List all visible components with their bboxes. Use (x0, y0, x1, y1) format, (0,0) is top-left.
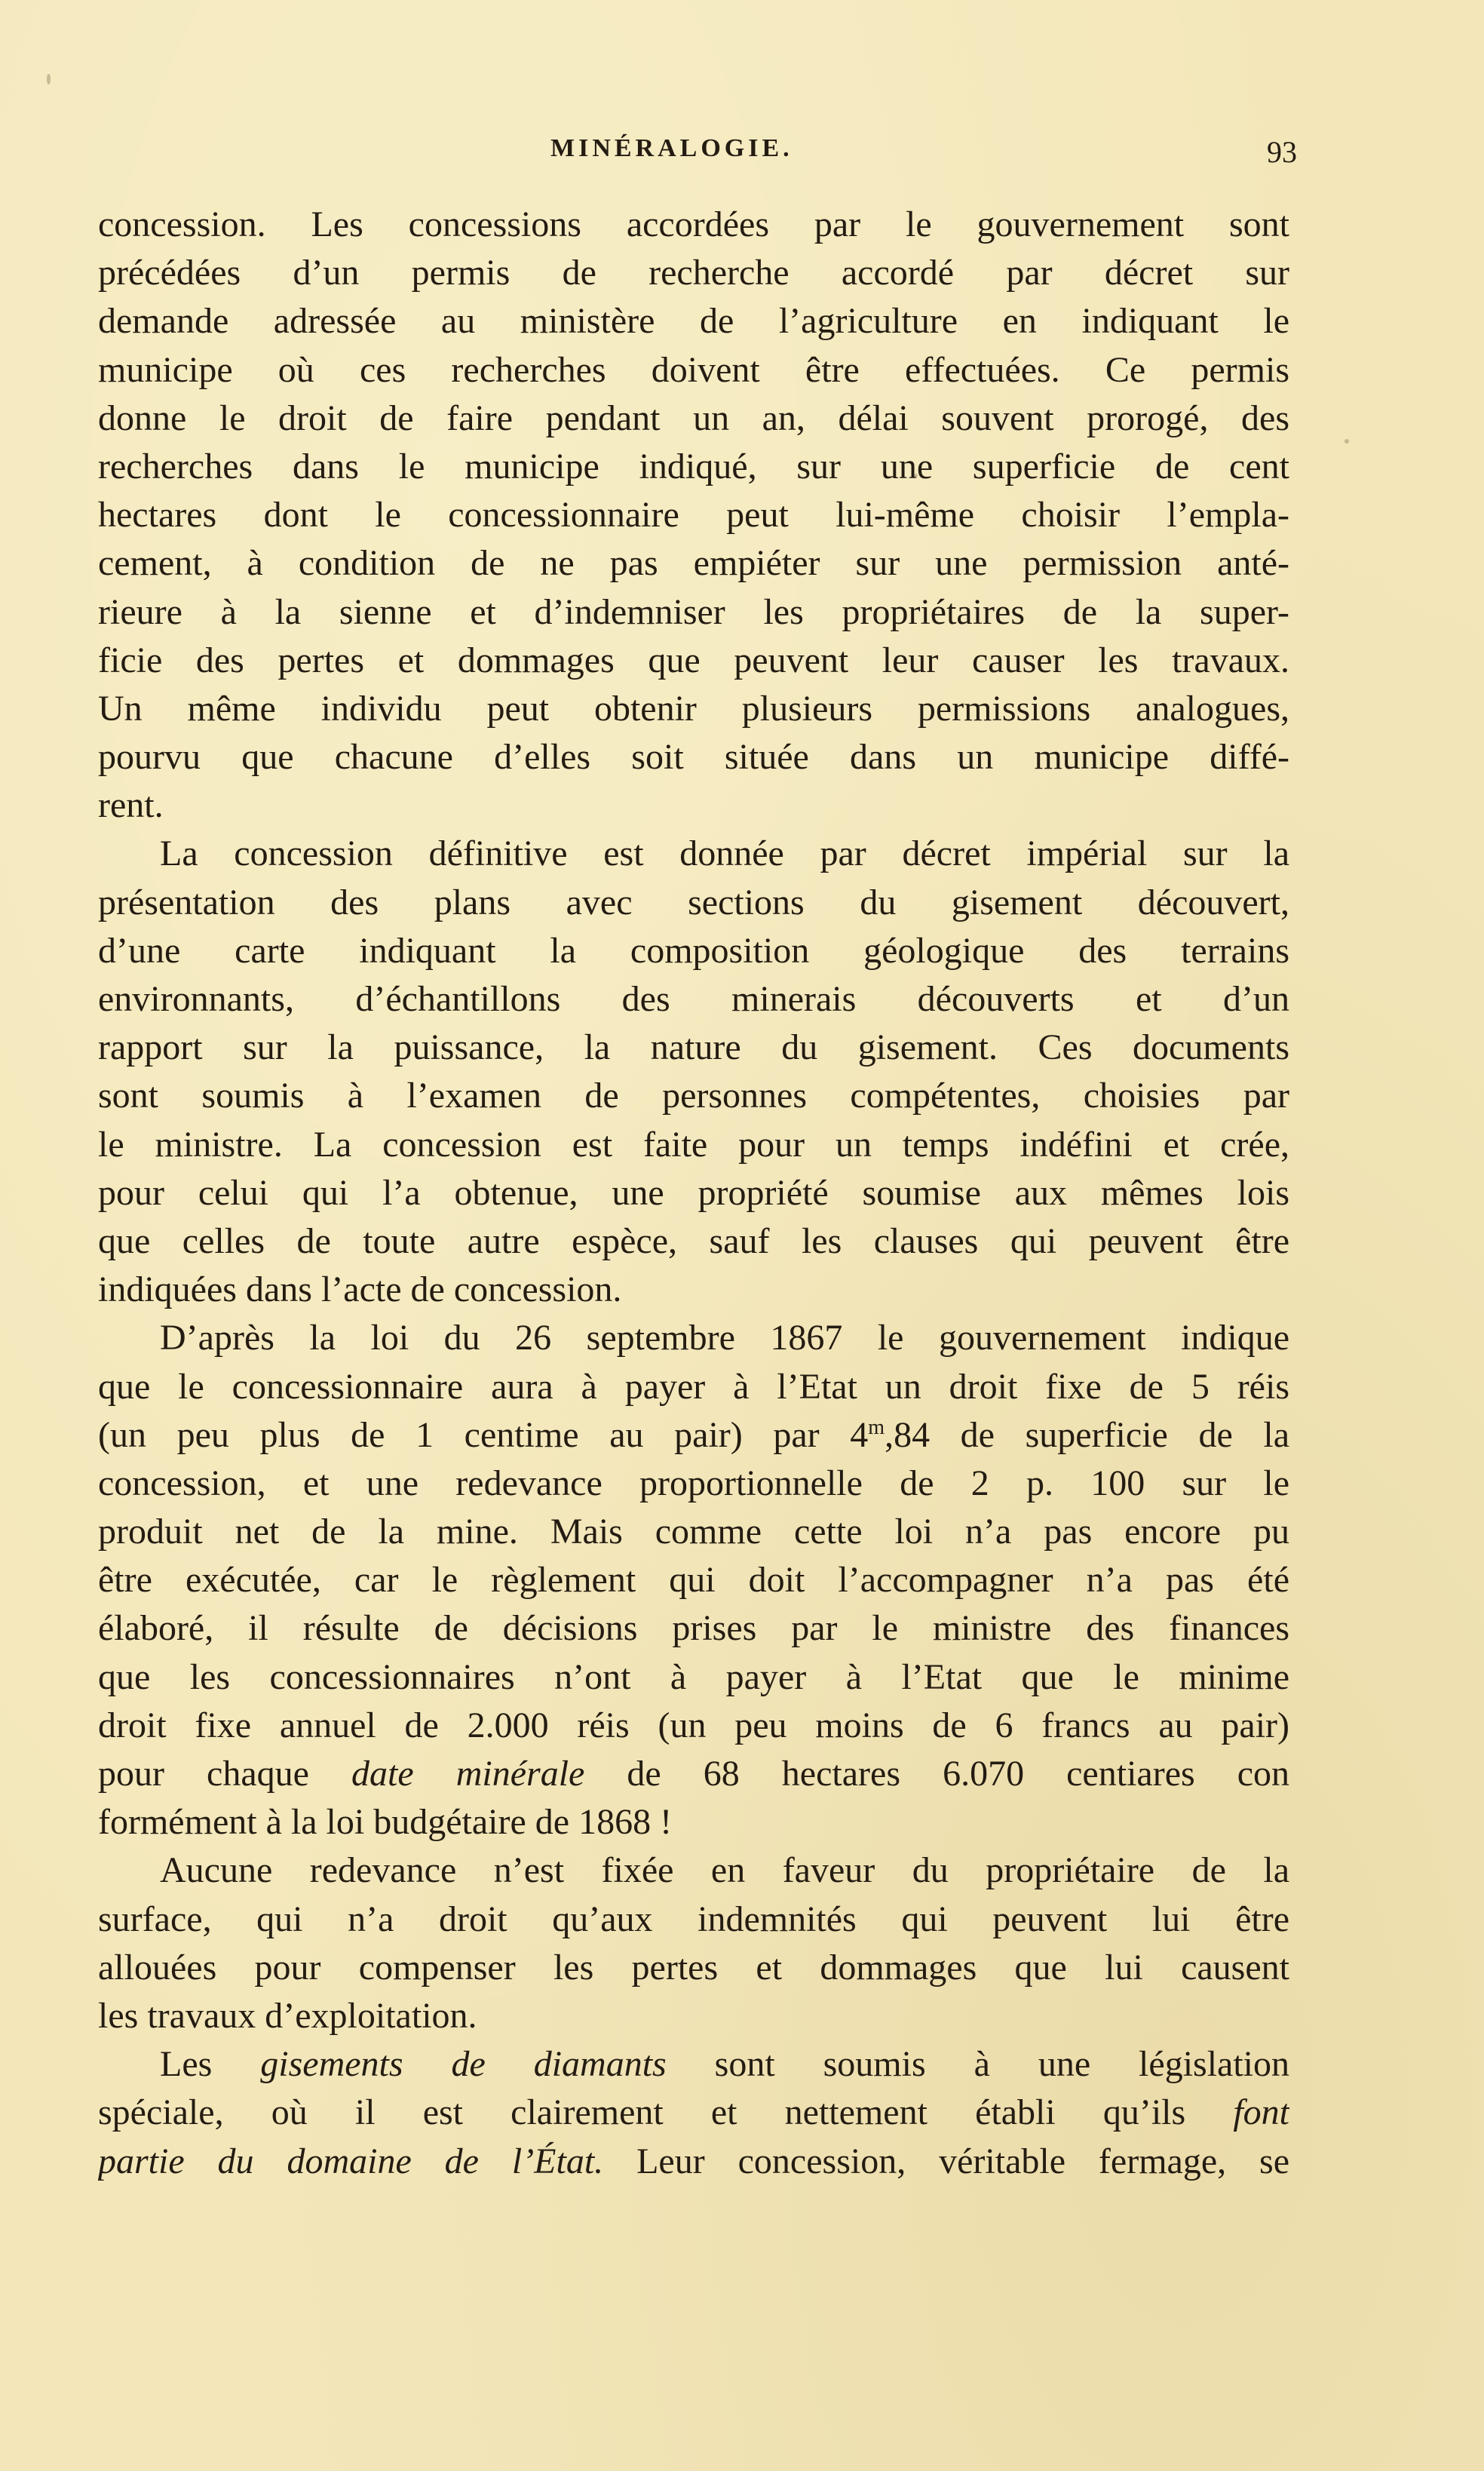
text-line (98, 1750, 1289, 1798)
text-fragment: ,84 de superficie de la (885, 1414, 1289, 1455)
text-line: pour celui qui l’a obtenue, une propriété soumise aux mêmes lois (98, 1172, 1289, 1213)
text-line: D’après la loi du 26 septembre 1867 le gouvernement indique (160, 1318, 1289, 1358)
text-fragment: spéciale, où il est clairement et nettement établi qu’ils (98, 2092, 1186, 2133)
text-line: précédées d’un permis de recherche accordé par décret sur (98, 253, 1289, 293)
text-line: surface, qui n’a droit qu’aux indemnités qui peuvent lui être (98, 1899, 1289, 1939)
text-line: rent. (98, 785, 164, 826)
text-line: La concession définitive est donnée par décret impérial sur la (160, 833, 1289, 874)
running-title: MINÉRALOGIE. (550, 134, 793, 162)
text-line: Aucune redevance n’est fixée en faveur du propriétaire de la (160, 1850, 1289, 1891)
text-line: environnants, d’échantillons des minerais découverts et d’un (98, 979, 1289, 1019)
page-number: 93 (1267, 135, 1297, 169)
text-line (98, 2089, 1289, 2137)
text-line: rapport sur la puissance, la nature du gisement. Ces documents (98, 1027, 1289, 1068)
text-line: que les concessionnaires n’ont à payer à l’Etat que le minime (98, 1656, 1289, 1697)
text-line: concession. Les concessions accordées par le gouvernement sont (98, 204, 1289, 244)
italic-term: gisements de diamants (260, 2044, 667, 2085)
text-line: présentation des plans avec sections du gisement découvert, (98, 882, 1289, 922)
text-line (98, 2040, 1289, 2089)
text-line: que le concessionnaire aura à payer à l’Etat un droit fixe de 5 réis (98, 1366, 1289, 1407)
text-fragment: Leur concession, véritable fermage, se (636, 2141, 1289, 2181)
paper-speck (914, 474, 918, 477)
text-line: hectares dont le concessionnaire peut lui-même choisir l’empla- (98, 495, 1289, 536)
text-fragment: pour chaque (98, 1754, 309, 1794)
italic-term: date minérale (351, 1754, 585, 1794)
text-line: recherches dans le municipe indiqué, sur une superficie de cent (98, 446, 1289, 487)
text-line (98, 1411, 1289, 1460)
text-line: municipe où ces recherches doivent être effectuées. Ce permis (98, 349, 1289, 390)
text-line: que celles de toute autre espèce, sauf les clauses qui peuvent être (98, 1220, 1289, 1261)
running-head (98, 134, 1297, 180)
text-line: le ministre. La concession est faite pour un temps indéfini et crée, (98, 1124, 1289, 1165)
text-fragment: sont soumis à une législation (714, 2044, 1289, 2085)
paper-speck (47, 74, 51, 84)
text-line: sont soumis à l’examen de personnes compétentes, choisies par (98, 1076, 1289, 1116)
text-line: cement, à condition de ne pas empiéter sur une permission anté- (98, 543, 1289, 584)
text-fragment: (un peu plus de 1 centime au pair) par 4 (98, 1414, 869, 1455)
italic-term: partie du domaine de l’État. (98, 2141, 604, 2181)
text-line: rieure à la sienne et d’indemniser les propriétaires de la super- (98, 591, 1289, 632)
superscript: m (868, 1415, 885, 1439)
text-line: formément à la loi budgétaire de 1868 ! (98, 1802, 673, 1843)
paper-speck (1344, 439, 1349, 444)
text-line: concession, et une redevance proportionnelle de 2 p. 100 sur le (98, 1463, 1289, 1503)
text-line: donne le droit de faire pendant un an, délai souvent prorogé, des (98, 398, 1289, 438)
text-line: les travaux d’exploitation. (98, 1995, 477, 2036)
text-line: d’une carte indiquant la composition géologique des terrains (98, 930, 1289, 971)
text-fragment: de 68 hectares 6.070 centiares con (627, 1754, 1289, 1794)
text-line: indiquées dans l’acte de concession. (98, 1269, 622, 1310)
text-line: pourvu que chacune d’elles soit située dans un municipe diffé- (98, 737, 1289, 778)
text-line: produit net de la mine. Mais comme cette loi n’a pas encore pu (98, 1512, 1289, 1552)
text-line: allouées pour compenser les pertes et dommages que lui causent (98, 1947, 1289, 1988)
text-line: droit fixe annuel de 2.000 réis (un peu moins de 6 francs au pair) (98, 1705, 1289, 1745)
text-line: ficie des pertes et dommages que peuvent leur causer les travaux. (98, 640, 1289, 680)
text-line: demande adressée au ministère de l’agriculture en indiquant le (98, 301, 1289, 342)
text-line: élaboré, il résulte de décisions prises par le ministre des finances (98, 1608, 1289, 1649)
text-line: être exécutée, car le règlement qui doit l’accompagner n’a pas été (98, 1560, 1289, 1601)
text-line: Un même individu peut obtenir plusieurs permissions analogues, (98, 688, 1289, 729)
text-fragment: Les (160, 2044, 213, 2085)
text-line (98, 2138, 1289, 2186)
body-text (98, 201, 1289, 2186)
italic-term: font (1233, 2092, 1289, 2133)
